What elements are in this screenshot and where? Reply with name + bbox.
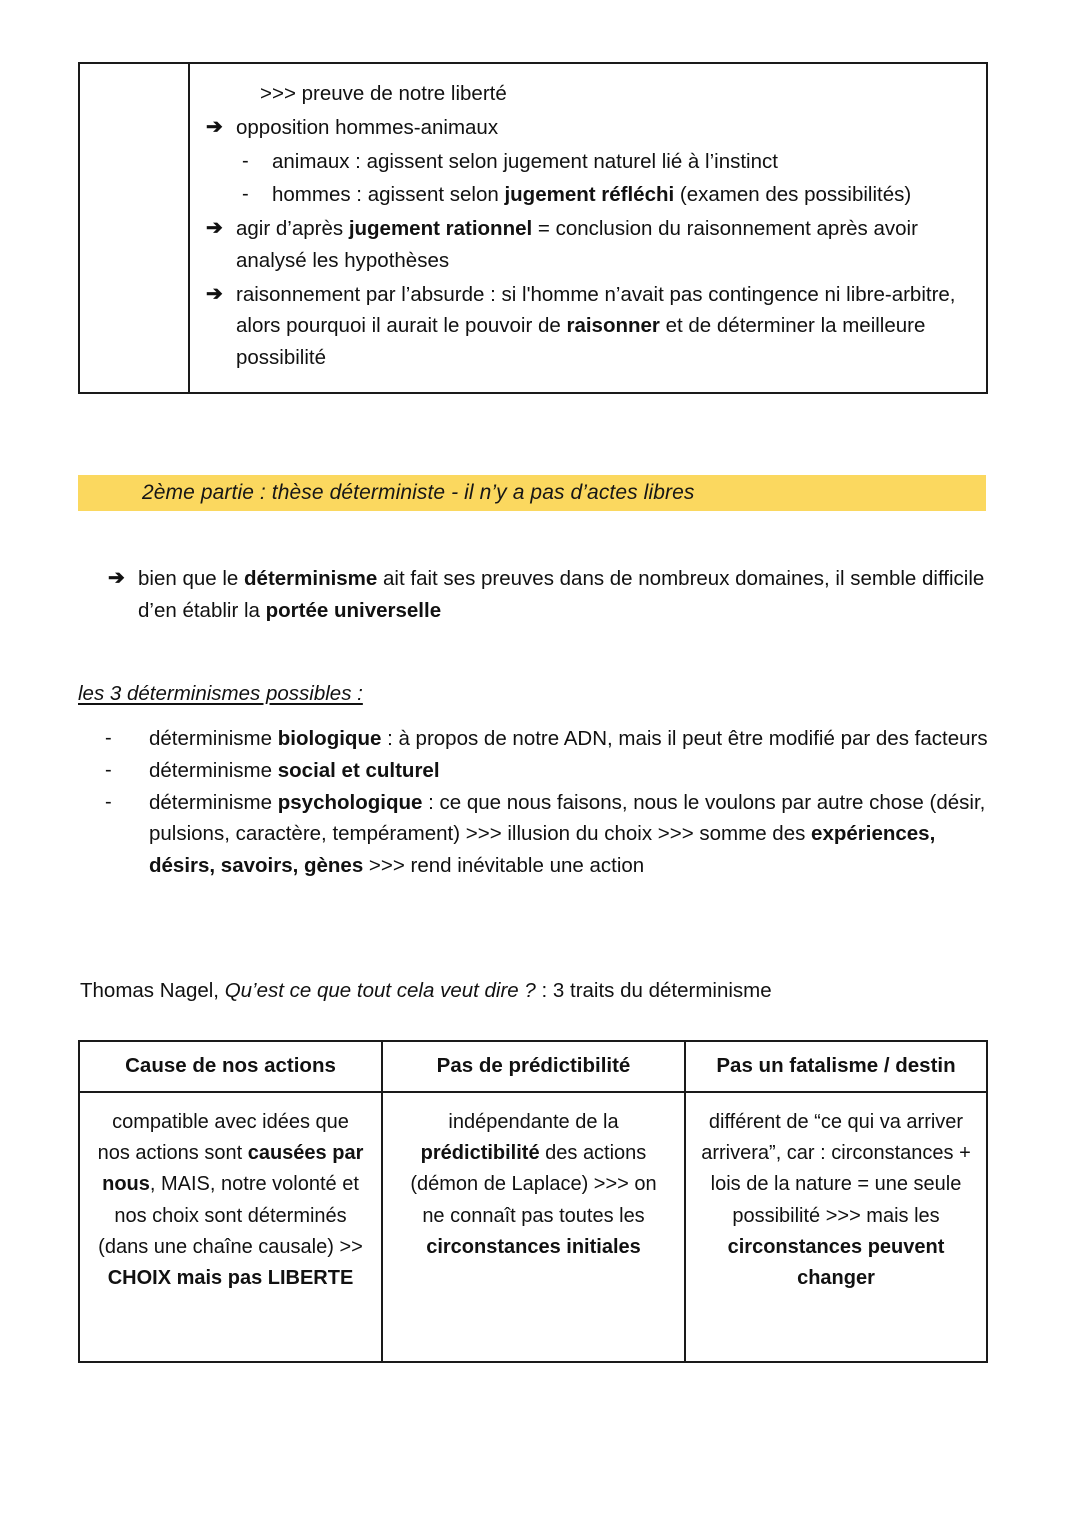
arrow-bullet-icon: ➔: [206, 115, 223, 138]
nagel-citation-line: [80, 975, 980, 1007]
list-item-text: [149, 787, 995, 882]
list-item: [105, 755, 995, 787]
emphasis-text: expériences, désirs, savoirs, gènes: [149, 822, 936, 878]
plain-text: déterminisme: [149, 790, 278, 814]
list-item: [105, 723, 995, 755]
plain-text: Thomas Nagel,: [80, 979, 225, 1002]
plain-text: = conclusion du raisonnement après avoir analysé les hypothèses: [236, 217, 918, 272]
emphasis-text: prédictibilité: [420, 1142, 540, 1165]
dash-bullet-icon: -: [105, 727, 112, 749]
emphasis-text: jugement rationnel: [348, 217, 533, 241]
plain-text: déterminisme: [149, 758, 278, 782]
emphasis-text: déterminisme: [244, 567, 378, 590]
emphasis-text: raisonner: [566, 314, 660, 338]
determinismes-list: [105, 723, 995, 882]
plain-text: et de déterminer la meilleure possibilité: [236, 314, 926, 370]
list-item-text: [272, 146, 970, 178]
table-cell-predictibilite: [382, 1092, 685, 1362]
arrow-bullet-icon: ➔: [206, 282, 223, 305]
dash-bullet-icon: -: [242, 183, 249, 206]
plain-text: >>> preuve de notre liberté: [260, 82, 507, 105]
list-item: [108, 563, 986, 627]
table-cell-fatalisme: [685, 1092, 987, 1362]
plain-text: : ce que nous faisons, nous le voulons par autre chose (désir, pulsions, caractère, tempérament) >>> illusion du choix >>> somme des: [149, 790, 986, 846]
emphasis-text: causées par nous: [102, 1142, 364, 1196]
plain-text: des actions (démon de Laplace) >>> on ne connaît pas toutes les: [410, 1142, 657, 1227]
plain-text: ait fait ses preuves dans de nombreux domaines, il semble difficile d’en établir la: [138, 567, 985, 622]
determinismes-heading: les 3 déterminismes possibles :: [78, 682, 363, 705]
top-table-line-list: [206, 78, 970, 374]
list-item-text: [149, 723, 995, 755]
emphasis-text: biologique: [277, 727, 382, 750]
plain-text: agir d’après: [236, 217, 349, 241]
list-item-text: [149, 755, 995, 787]
top-outline-table: [78, 62, 988, 394]
column-header-fatalisme: Pas un fatalisme / destin: [685, 1041, 987, 1092]
arrow-bullet-icon: ➔: [206, 217, 223, 240]
dash-bullet-icon: -: [105, 758, 112, 781]
emphasis-text: portée universelle: [265, 598, 442, 622]
plain-text: hommes : agissent selon: [272, 183, 505, 207]
column-header-predictibilite: Pas de prédictibilité: [382, 1041, 685, 1092]
list-item: [206, 78, 970, 110]
emphasis-text: social et culturel: [277, 758, 440, 782]
dash-bullet-icon: -: [242, 149, 249, 172]
plain-text: , MAIS, notre volonté et nos choix sont déterminés (dans une chaîne causale) >>: [98, 1173, 363, 1258]
top-table-content-column: [189, 63, 987, 393]
plain-text: : 3 traits du déterminisme: [535, 979, 772, 1002]
table-cell-cause: [79, 1092, 382, 1362]
list-item-text: [272, 179, 970, 211]
list-item-text: [236, 279, 970, 374]
plain-text: bien que le: [138, 567, 245, 590]
arrow-bullet-icon: ➔: [108, 567, 125, 589]
nagel-traits-table: [78, 1040, 988, 1363]
table-row: [79, 63, 987, 393]
plain-text: (examen des possibilités): [674, 183, 912, 207]
dash-bullet-icon: -: [105, 790, 112, 813]
plain-text: indépendante de la: [448, 1111, 619, 1133]
table-row: [79, 1092, 987, 1362]
column-header-cause: Cause de nos actions: [79, 1041, 382, 1092]
section-banner-title: 2ème partie : thèse déterministe - il n’y a pas d’actes libres: [142, 481, 695, 504]
intro-bullet-block: [108, 563, 986, 629]
plain-text: >>> rend inévitable une action: [363, 854, 645, 878]
emphasis-text: psychologique: [277, 790, 423, 814]
plain-text: déterminisme: [149, 727, 278, 750]
list-item: [206, 146, 970, 178]
emphasis-text: jugement réfléchi: [504, 183, 675, 207]
list-item-text: [260, 78, 970, 110]
intro-bullet-text: [138, 563, 986, 627]
plain-text: : à propos de notre ADN, mais il peut être modifié par des facteurs: [381, 727, 988, 750]
emphasis-text: CHOIX mais pas LIBERTE: [107, 1266, 354, 1289]
emphasis-text: circonstances initiales: [426, 1235, 641, 1258]
plain-text: compatible avec idées que nos actions sont: [97, 1111, 349, 1165]
section-banner-highlight: [78, 475, 986, 511]
plain-text: raisonnement par l’absurde : si l'homme n’avait pas contingence ni libre-arbitre, alors pourquoi il aurait le pouvoir de: [236, 282, 956, 338]
list-item-text: [236, 112, 970, 144]
plain-text: opposition hommes-animaux: [236, 115, 499, 139]
table-header-row: [79, 1041, 987, 1092]
list-item: [206, 112, 970, 144]
emphasis-text: circonstances peuvent changer: [727, 1235, 945, 1289]
determinismes-heading-block: [78, 678, 958, 710]
top-table-left-column: [79, 63, 189, 393]
plain-text: différent de “ce qui va arriver arrivera”, car : circonstances + lois de la nature = une seule possibilité >>> mais les: [701, 1111, 971, 1227]
list-item: [206, 279, 970, 374]
list-item: [206, 213, 970, 277]
plain-text: animaux : agissent selon jugement naturel lié à l’instinct: [272, 149, 778, 173]
italic-text: Qu’est ce que tout cela veut dire ?: [224, 979, 536, 1002]
list-item: [105, 787, 995, 882]
list-item: [206, 179, 970, 211]
list-item-text: [236, 213, 970, 277]
